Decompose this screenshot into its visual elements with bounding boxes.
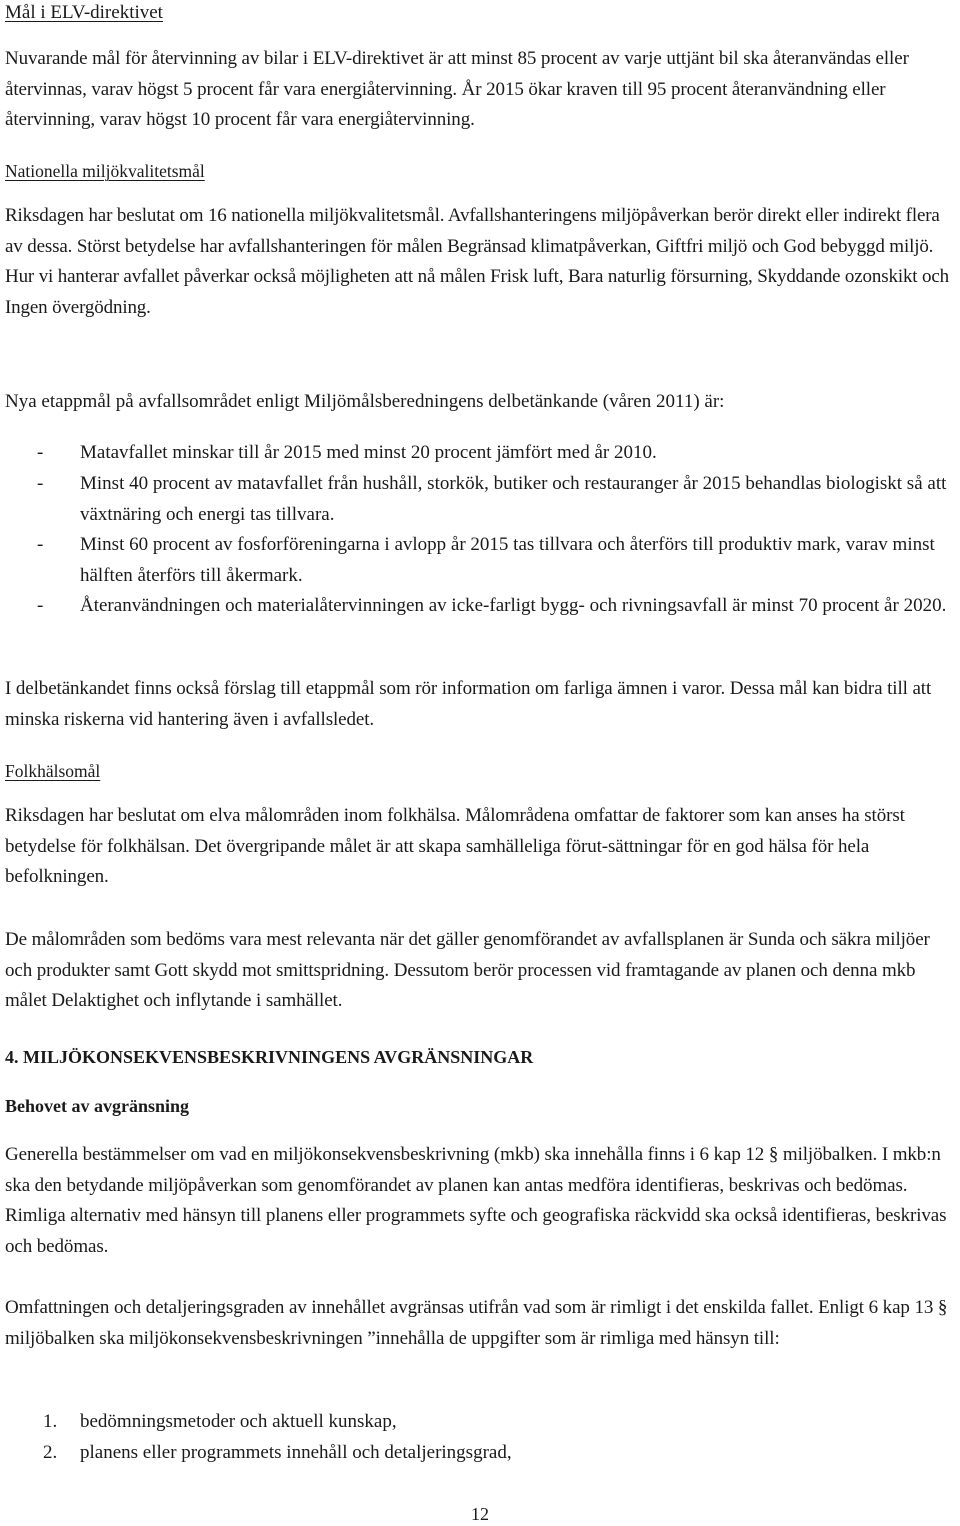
list-item-text: Matavfallet minskar till år 2015 med minst 20 procent jämfört med år 2010. (80, 442, 657, 463)
section-4-subheading: Behovet av avgränsning (5, 1096, 190, 1116)
miljo-intro: Nya etappmål på avfallsområdet enligt Miljömålsberedningens delbetänkande (våren 2011) är: (5, 391, 725, 412)
section-4-paragraph-1: Generella bestämmelser om vad en miljökonsekvensbeskrivning (mkb) ska innehålla finns i 6 kap 12 § miljöbalken. I mkb:n ska den betydande miljöpåverkan som genomförandet av planen kan antas medföra identifieras, beskrivas och bedömas. Rimliga alternativ med hänsyn till planens eller programmets syfte och geografiska räckvidd ska också identifieras, beskrivas och bedömas. (5, 1144, 947, 1257)
section-4-paragraph-2: Omfattningen och detaljeringsgraden av innehållet avgränsas utifrån vad som är rimligt i det enskilda fallet. Enligt 6 kap 13 § miljöbalken ska miljökonsekvensbeskrivningen ”innehålla de uppgifter som är rimliga med hänsyn till: (5, 1297, 948, 1349)
folkhalsa-heading-text: Folkhälsomål (5, 761, 101, 781)
section-4-heading: 4. MILJÖKONSEKVENSBESKRIVNINGENS AVGRÄNSNINGAR (5, 1047, 534, 1067)
miljo-heading-text: Nationella miljökvalitetsmål (5, 161, 205, 181)
list-dash: - (37, 534, 44, 555)
numbered-item-text: bedömningsmetoder och aktuell kunskap, (80, 1411, 397, 1432)
folkhalsa-paragraph-1: Riksdagen har beslutat om elva målområden inom folkhälsa. Målområdena omfattar de faktorer som kan anses ha störst betydelse för folkhälsan. Det övergripande målet är att skapa samhälleliga förut-sättningar för en god hälsa för hela befolkningen. (5, 805, 905, 887)
elv-paragraph: Nuvarande mål för återvinning av bilar i ELV-direktivet är att minst 85 procent av varje uttjänt bil ska återanvändas eller återvinnas, varav högst 5 procent får vara energiåtervinning. År 2015 ökar kraven till 95 procent återanvändning eller återvinning, varav högst 10 procent får vara energiåtervinning. (5, 48, 909, 130)
numbered-item-text: planens eller programmets innehåll och detaljeringsgrad, (80, 1442, 512, 1463)
numbered-item-marker: 2. (43, 1442, 58, 1463)
list-dash: - (37, 442, 44, 463)
folkhalsa-heading (5, 756, 955, 787)
miljo-heading (5, 156, 955, 187)
numbered-item-marker: 1. (43, 1411, 58, 1432)
page-number: 12 (471, 1504, 489, 1524)
elv-heading (5, 0, 955, 29)
list-item-text: Återanvändningen och materialåtervinningen av icke-farligt bygg- och rivningsavfall är minst 70 procent år 2020. (80, 595, 947, 616)
elv-heading-text: Mål i ELV-direktivet (5, 2, 163, 23)
folkhalsa-paragraph-2: De målområden som bedöms vara mest relevanta när det gäller genomförandet av avfallsplanen är Sunda och säkra miljöer och produkter samt Gott skydd mot smittspridning. Dessutom berör processen vid framtagande av planen och denna mkb målet Delaktighet och inflytande i samhället. (5, 929, 930, 1011)
miljo-paragraph: Riksdagen har beslutat om 16 nationella miljökvalitetsmål. Avfallshanteringens miljöpåverkan berör direkt eller indirekt flera av dessa. Störst betydelse har avfallshanteringen för målen Begränsad klimatpåverkan, Giftfri miljö och God bebyggd miljö. Hur vi hanterar avfallet påverkar också möjligheten att nå målen Frisk luft, Bara naturlig försurning, Skyddande ozonskikt och Ingen övergödning. (5, 205, 950, 318)
list-item-text: Minst 40 procent av matavfallet från hushåll, storkök, butiker och restauranger år 2015 behandlas biologiskt så att växtnäring och energi tas tillvara. (80, 473, 947, 525)
list-dash: - (37, 473, 44, 494)
list-item-text: Minst 60 procent av fosforföreningarna i avlopp år 2015 tas tillvara och återförs till produktiv mark, varav minst hälften återförs till åkermark. (80, 534, 935, 586)
list-dash: - (37, 595, 44, 616)
miljo-closing: I delbetänkandet finns också förslag till etappmål som rör information om farliga ämnen i varor. Dessa mål kan bidra till att minska riskerna vid hantering även i avfallsledet. (5, 678, 932, 730)
